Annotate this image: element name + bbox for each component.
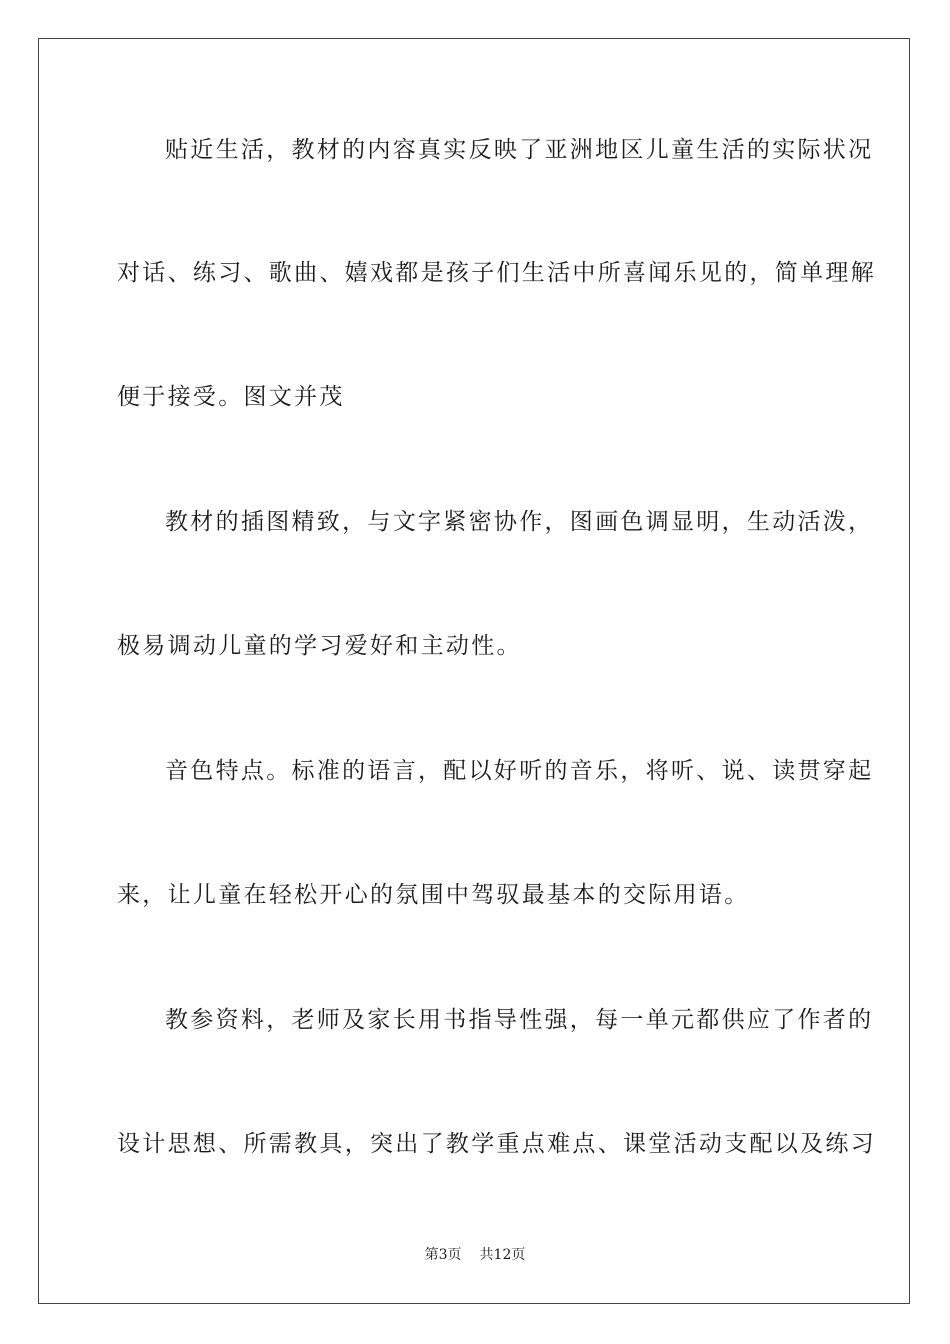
page-number: 第3页 — [424, 1247, 462, 1263]
paragraph-line: 音色特点。标准的语言，配以好听的音乐，将听、说、读贯穿起 — [165, 758, 874, 784]
paragraph-line: 设计思想、所需教具，突出了教学重点难点、课堂活动支配以及练习 — [117, 1131, 876, 1157]
paragraph-line: 教参资料，老师及家长用书指导性强，每一单元都供应了作者的 — [165, 1007, 874, 1033]
page-total: 共12页 — [479, 1247, 526, 1263]
paragraph-line: 对话、练习、歌曲、嬉戏都是孩子们生活中所喜闻乐见的，简单理解 — [117, 260, 876, 286]
page-footer — [0, 1246, 950, 1264]
paragraph-line: 来，让儿童在轻松开心的氛围中驾驭最基本的交际用语。 — [117, 882, 750, 908]
paragraph-line: 教材的插图精致，与文字紧密协作，图画色调显明，生动活泼， — [165, 509, 874, 535]
paragraph-line: 贴近生活，教材的内容真实反映了亚洲地区儿童生活的实际状况 — [165, 137, 874, 163]
page-border — [38, 38, 910, 1304]
paragraph-line: 便于接受。图文并茂 — [117, 384, 345, 410]
paragraph-line: 极易调动儿童的学习爱好和主动性。 — [117, 633, 522, 659]
